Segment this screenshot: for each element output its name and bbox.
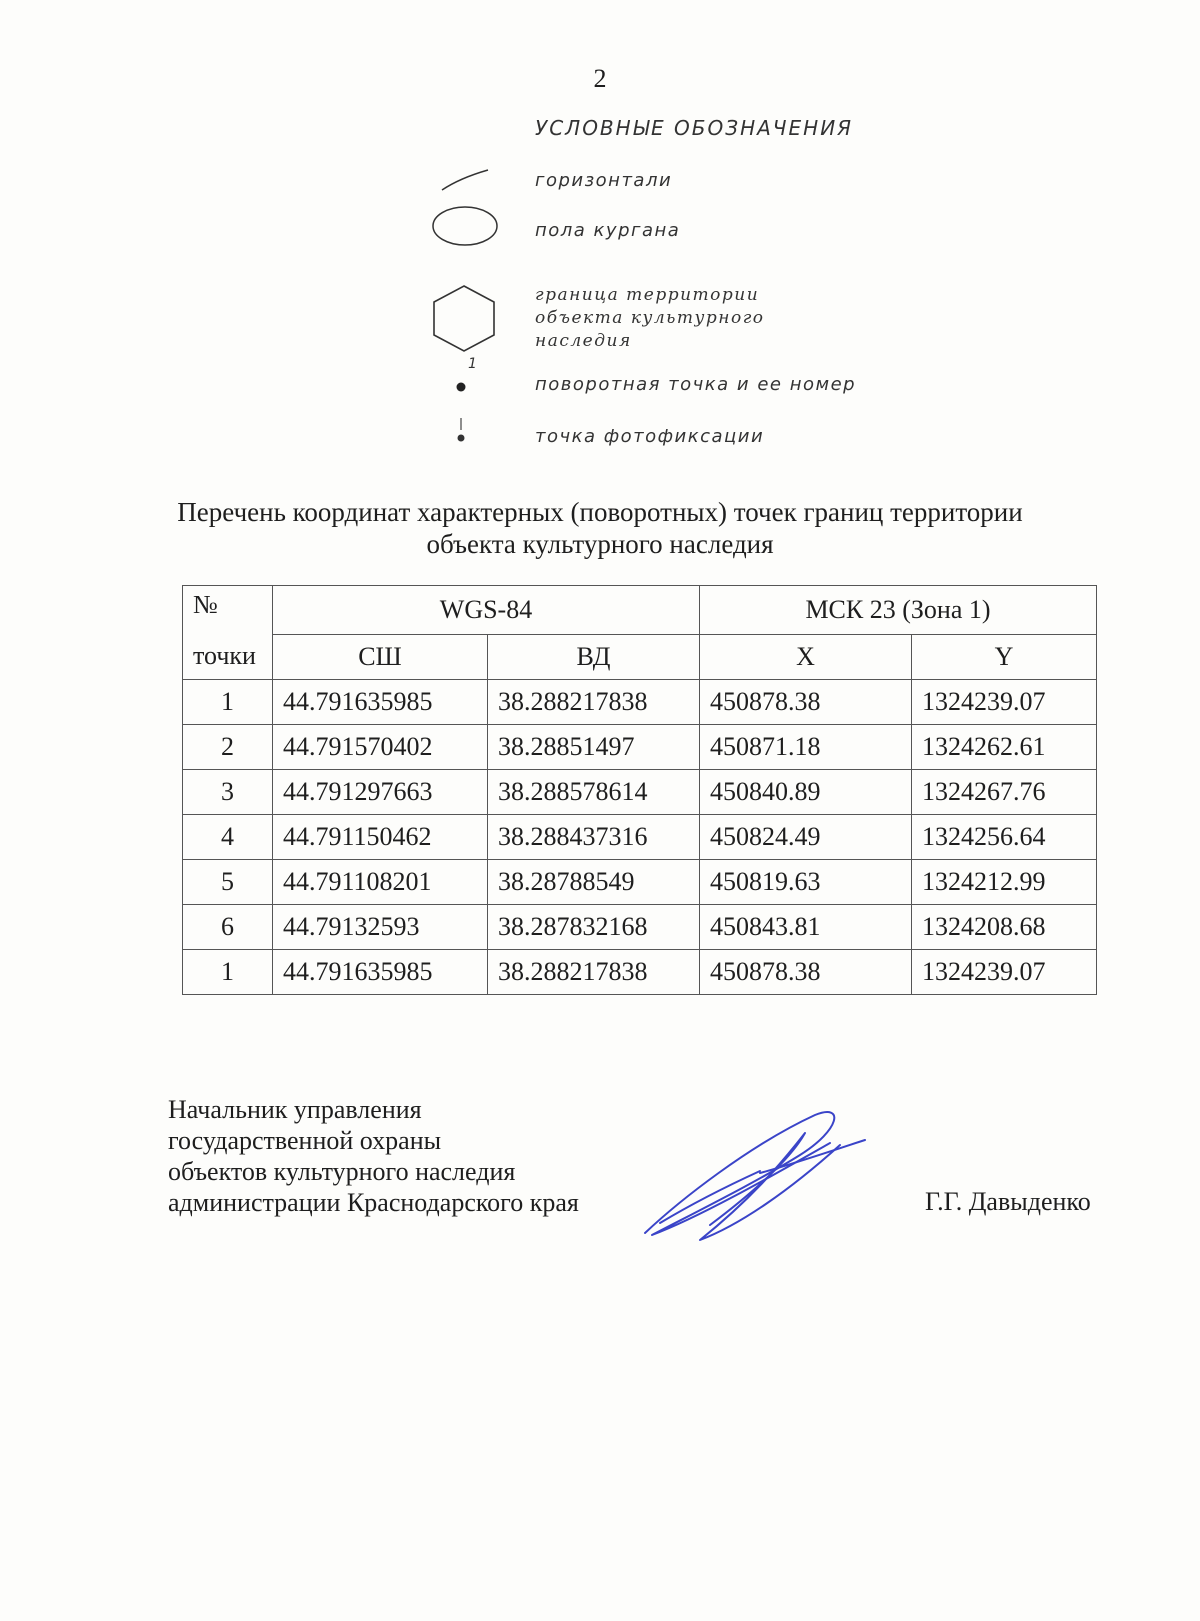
list-title-line: Перечень координат характерных (поворотных) точек границ территории xyxy=(177,497,1023,527)
legend-label-boundary-line: наследия xyxy=(535,331,632,351)
turning-point-number: 1 xyxy=(468,356,477,372)
table-row xyxy=(183,949,1097,994)
cell-y: 1324212.99 xyxy=(912,859,1097,904)
table-row xyxy=(183,679,1097,724)
cell-lon: 38.288217838 xyxy=(488,949,700,994)
cell-y: 1324239.07 xyxy=(912,949,1097,994)
legend-title: УСЛОВНЫЕ ОБОЗНАЧЕНИЯ xyxy=(535,116,854,140)
contour-line-icon xyxy=(440,168,490,192)
cell-y: 1324239.07 xyxy=(912,679,1097,724)
mound-ellipse-icon xyxy=(430,204,500,248)
legend-label-photo-point: точка фотофиксации xyxy=(535,426,765,447)
cell-x: 450878.38 xyxy=(700,949,912,994)
cell-lat: 44.791635985 xyxy=(273,679,488,724)
signature-block-line: объектов культурного наследия xyxy=(168,1157,516,1186)
cell-x: 450843.81 xyxy=(700,904,912,949)
signature-block-line: администрации Краснодарского края xyxy=(168,1188,579,1217)
cell-lon: 38.28851497 xyxy=(488,724,700,769)
signature-block-line: Начальник управления xyxy=(168,1095,422,1124)
coordinates-table xyxy=(182,585,1097,995)
cell-num: 3 xyxy=(183,769,273,814)
signature-block-line: государственной охраны xyxy=(168,1126,442,1155)
legend-label-boundary-line: объекта культурного xyxy=(535,308,765,328)
cell-y: 1324256.64 xyxy=(912,814,1097,859)
cell-lon: 38.28788549 xyxy=(488,859,700,904)
cell-lat: 44.791635985 xyxy=(273,949,488,994)
legend-label-boundary-line: граница территории xyxy=(535,285,760,305)
cell-x: 450871.18 xyxy=(700,724,912,769)
turning-point-icon xyxy=(454,380,468,394)
header-lon: ВД xyxy=(488,634,700,679)
signature-block xyxy=(168,1094,579,1218)
table-header-row xyxy=(183,634,1097,679)
cell-y: 1324208.68 xyxy=(912,904,1097,949)
header-wgs84: WGS-84 xyxy=(273,586,700,635)
table-header-row xyxy=(183,586,1097,635)
header-num-label: № xyxy=(183,586,273,635)
table-row xyxy=(183,814,1097,859)
table-row xyxy=(183,724,1097,769)
header-msk23: МСК 23 (Зона 1) xyxy=(700,586,1097,635)
cell-num: 2 xyxy=(183,724,273,769)
photo-point-icon xyxy=(454,416,468,446)
cell-y: 1324267.76 xyxy=(912,769,1097,814)
cell-num: 1 xyxy=(183,679,273,724)
cell-num: 4 xyxy=(183,814,273,859)
cell-lat: 44.791108201 xyxy=(273,859,488,904)
legend-label-boundary xyxy=(535,284,765,353)
cell-lat: 44.791570402 xyxy=(273,724,488,769)
cell-lat: 44.791150462 xyxy=(273,814,488,859)
cell-x: 450819.63 xyxy=(700,859,912,904)
table-row xyxy=(183,859,1097,904)
header-lat: СШ xyxy=(273,634,488,679)
cell-num: 1 xyxy=(183,949,273,994)
cell-lon: 38.288217838 xyxy=(488,679,700,724)
cell-num: 6 xyxy=(183,904,273,949)
cell-lat: 44.791297663 xyxy=(273,769,488,814)
table-row xyxy=(183,769,1097,814)
cell-y: 1324262.61 xyxy=(912,724,1097,769)
header-x: X xyxy=(700,634,912,679)
hexagon-boundary-icon xyxy=(428,283,500,355)
cell-lon: 38.288578614 xyxy=(488,769,700,814)
page-number: 2 xyxy=(593,64,607,93)
cell-num: 5 xyxy=(183,859,273,904)
cell-lat: 44.79132593 xyxy=(273,904,488,949)
cell-lon: 38.288437316 xyxy=(488,814,700,859)
cell-x: 450878.38 xyxy=(700,679,912,724)
coordinates-list-title xyxy=(0,496,1200,560)
table-row xyxy=(183,904,1097,949)
legend-label-mound: пола кургана xyxy=(535,220,681,241)
legend-label-turning-point: поворотная точка и ее номер xyxy=(535,374,857,395)
list-title-line: объекта культурного наследия xyxy=(426,529,774,559)
handwritten-signature xyxy=(640,1105,880,1245)
header-y: Y xyxy=(912,634,1097,679)
cell-lon: 38.287832168 xyxy=(488,904,700,949)
cell-x: 450824.49 xyxy=(700,814,912,859)
signatory-name: Г.Г. Давыденко xyxy=(925,1187,1091,1216)
cell-x: 450840.89 xyxy=(700,769,912,814)
header-num-sublabel: точки xyxy=(183,634,273,679)
legend-label-contours: горизонтали xyxy=(535,170,673,191)
